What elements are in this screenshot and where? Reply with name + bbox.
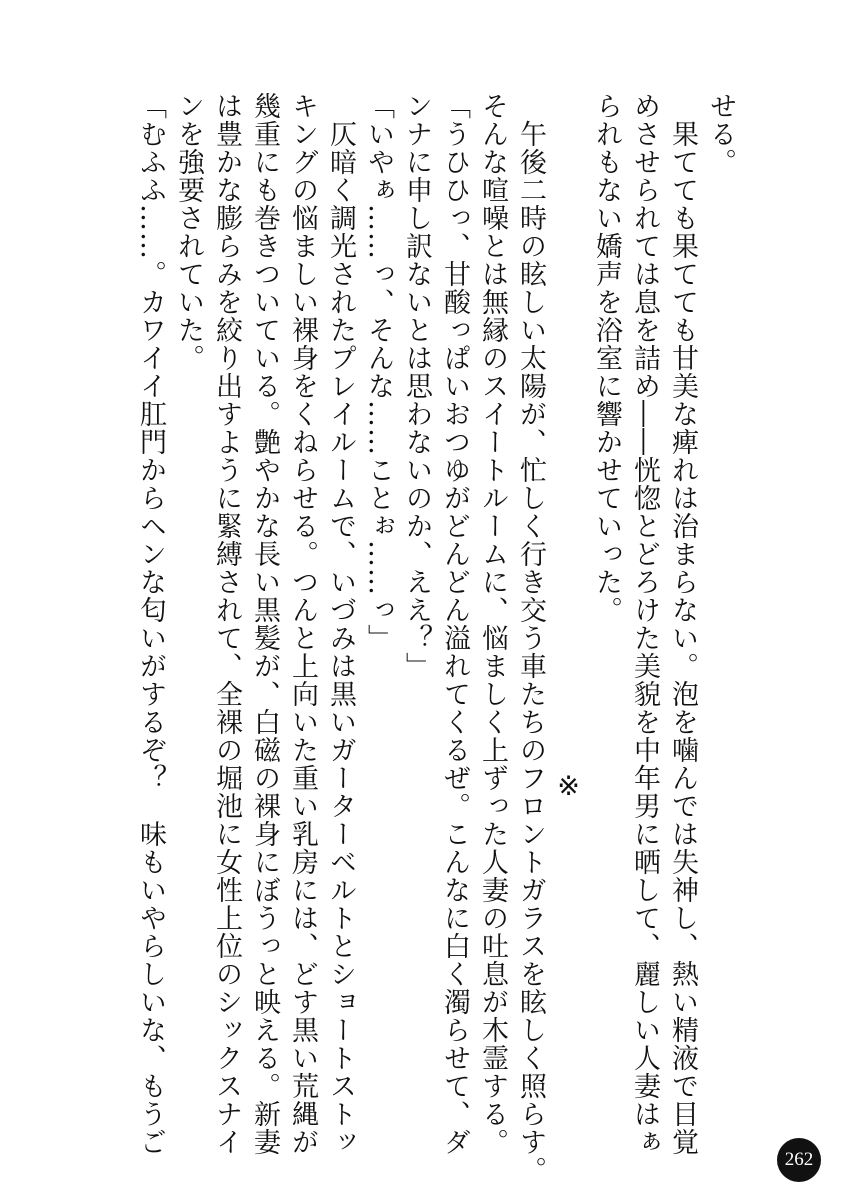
vertical-text-body (131, 92, 739, 1184)
text-line: キングの悩ましい裸身をくねらせる。つんと上向いた重い乳房には、どす黒い荒縄が (287, 92, 318, 1156)
page-number-badge: 262 (777, 1138, 821, 1182)
text-line: 午後二時の眩しい太陽が、忙しく行き交う車たちのフロントガラスを眩しく照らす。 (515, 92, 546, 1184)
text-line: ンナに申し訳ないとは思わないのか、ええ？」 (401, 92, 432, 680)
text-line: 「いやぁ……っ、そんな……ことぉ……っ」 (363, 92, 394, 652)
section-break-mark: ※ (553, 771, 584, 803)
text-line: せる。 (705, 92, 736, 176)
text-line: 仄暗く調光されたプレイルームで、いづみは黒いガーターベルトとショートストッ (325, 92, 356, 1156)
text-line: 「うひひっ、甘酸っぱいおつゆがどんどん溢れてくるぜ。こんなに白く濁らせて、ダ (439, 92, 470, 1156)
text-line: ンを強要されていた。 (173, 92, 204, 372)
text-line: は豊かな膨らみを絞り出すように緊縛されて、全裸の堀池に女性上位のシックスナイ (211, 92, 242, 1156)
text-line: られもない嬌声を浴室に響かせていった。 (591, 92, 622, 624)
text-line: 「むふふ……。カワイイ肛門からヘンな匂いがするぞ？ 味もいやらしいな、もうご (135, 92, 166, 1156)
text-line: そんな喧噪とは無縁のスイートルームに、悩ましく上ずった人妻の吐息が木霊する。 (477, 92, 508, 1156)
text-line: 幾重にも巻きついている。艶やかな長い黒髪が、白磁の裸身にぼうっと映える。新妻 (249, 92, 280, 1156)
text-line: 果てても果てても甘美な痺れは治まらない。泡を噛んでは失神し、熱い精液で目覚 (667, 92, 698, 1156)
text-line: めさせられては息を詰め――恍惚とどろけた美貌を中年男に晒して、麗しい人妻はぁ (629, 92, 660, 1156)
